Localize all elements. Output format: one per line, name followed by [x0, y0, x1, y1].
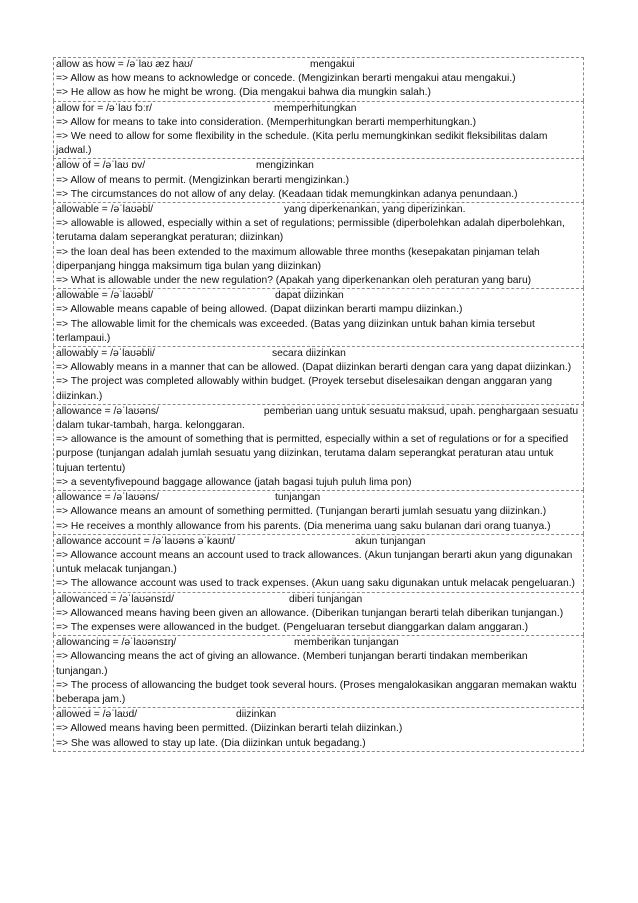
- dictionary-entry: [53, 158, 584, 202]
- dictionary-entry: [53, 635, 584, 707]
- entry-translation: memberikan tunjangan: [294, 637, 399, 649]
- entry-example-line: => The project was completed allowably within budget. (Proyek tersebut diselesaikan dengan anggaran yang diizinkan.): [56, 376, 553, 402]
- entry-heading: [56, 535, 582, 549]
- dictionary-entry: [53, 592, 584, 636]
- dictionary-entry: [53, 534, 584, 592]
- entry-example-line: => She was allowed to stay up late. (Dia diizinkan untuk begadang.): [56, 737, 366, 749]
- entry-example-line: => The allowable limit for the chemicals was exceeded. (Batas yang diizinkan untuk bahan kimia tersebut terlampaui.): [56, 318, 535, 344]
- entry-example-line: => allowance is the amount of something that is permitted, especially within a set of regulations or for a specified purpose (tunjangan adalah jumlah sesuatu yang diizinkan, terutama dalam seperangkat peraturan atau untuk tujuan tertentu): [56, 434, 569, 474]
- entry-heading: [56, 636, 582, 650]
- entry-example-line: => We need to allow for some flexibility in the schedule. (Kita perlu memungkinkan sedikit fleksibilitas dalam jadwal.): [56, 131, 548, 157]
- entry-example-line: => He allow as how he might be wrong. (Dia mengakui bahwa dia mungkin salah.): [56, 87, 431, 99]
- entry-example-line: => Allowancing means the act of giving an allowance. (Memberi tunjangan berarti tindakan memberikan tunjangan.): [56, 651, 528, 677]
- entry-heading: [56, 405, 582, 433]
- entry-term: allow of = /əˈlaʊ ɒv/: [56, 160, 146, 172]
- entry-example-line: => a seventyfivepound baggage allowance (jatah bagasi tujuh puluh lima pon): [56, 476, 412, 488]
- entry-heading: [56, 593, 582, 607]
- entry-translation: tunjangan: [275, 492, 321, 504]
- dictionary-page: [53, 57, 584, 752]
- entry-example-line: => The process of allowancing the budget took several hours. (Proses mengalokasikan anggaran memakan waktu beberapa jam.): [56, 679, 577, 705]
- entry-translation: memperhitungkan: [274, 102, 357, 114]
- dictionary-entry: [53, 707, 584, 752]
- entry-term: allowance = /əˈlaʊəns/: [56, 492, 159, 504]
- entry-heading: [56, 491, 582, 505]
- entry-translation: yang diperkenankan, yang diperizinkan.: [284, 204, 466, 216]
- entry-translation: diberi tunjangan: [289, 593, 363, 605]
- entry-example-line: => Allow of means to permit. (Mengizinkan berarti mengizinkan.): [56, 174, 350, 186]
- entry-term: allowable = /əˈlaʊəbl/: [56, 290, 154, 302]
- dictionary-entry: [53, 57, 584, 101]
- entry-term: allowanced = /əˈlaʊənsɪd/: [56, 593, 174, 605]
- entry-heading: [56, 289, 582, 303]
- entry-term: allowance = /əˈlaʊəns/: [56, 405, 159, 417]
- entry-example-line: => Allowanced means having been given an allowance. (Diberikan tunjangan berarti telah diberikan tunjangan.): [56, 607, 564, 619]
- entry-example-line: => Allowance account means an account used to track allowances. (Akun tunjangan berarti akun yang digunakan untuk melacak tunjangan.): [56, 549, 573, 576]
- entry-heading: [56, 58, 582, 72]
- dictionary-entry: [53, 404, 584, 490]
- entry-term: allowable = /əˈlaʊəbl/: [56, 204, 154, 216]
- entry-heading: [56, 708, 582, 722]
- entry-example-line: => Allowed means having been permitted. (Diizinkan berarti telah diizinkan.): [56, 723, 403, 735]
- dictionary-entry: [53, 101, 584, 159]
- entry-translation: akun tunjangan: [355, 535, 426, 547]
- entry-example-line: => Allowance means an amount of something permitted. (Tunjangan berarti jumlah sesuatu yang diizinkan.): [56, 506, 547, 518]
- dictionary-entry: [53, 490, 584, 534]
- entry-heading: [56, 102, 582, 116]
- entry-example-line: => Allowably means in a manner that can be allowed. (Dapat diizinkan berarti dengan cara yang dapat diizinkan.): [56, 362, 572, 374]
- entry-heading: [56, 347, 582, 361]
- entry-example-line: => Allow for means to take into consideration. (Memperhitungkan berarti memperhitungkan.): [56, 116, 477, 128]
- entry-translation: diizinkan: [236, 709, 277, 721]
- entry-term: allowancing = /əˈlaʊənsɪŋ/: [56, 637, 177, 649]
- entry-term: allowance account = /əˈlaʊəns əˈkaʊnt/: [56, 535, 236, 547]
- entry-example-line: => the loan deal has been extended to the maximum allowable three months (kesepakatan pinjaman telah diperpanjang hingga maksimum tiga bulan yang diizinkan): [56, 246, 540, 272]
- entry-heading: [56, 159, 582, 173]
- dictionary-entry: [53, 346, 584, 404]
- entry-example-line: => The allowance account was used to track expenses. (Akun uang saku digunakan untuk melacak pengeluaran.): [56, 578, 575, 590]
- dictionary-entry: [53, 202, 584, 288]
- entry-term: allowed = /əˈlaʊd/: [56, 709, 138, 721]
- entry-example-line: => The expenses were allowanced in the budget. (Pengeluaran tersebut dianggarkan dalam anggaran.): [56, 621, 529, 633]
- entry-example-line: => allowable is allowed, especially within a set of regulations; permissible (diperbolehkan adalah diperbolehkan, terutama dalam seperangkat peraturan; diizinkan): [56, 218, 565, 244]
- entry-term: allow as how = /əˈlaʊ æz haʊ/: [56, 59, 193, 70]
- entry-example-line: => He receives a monthly allowance from his parents. (Dia menerima uang saku bulanan dari orang tuanya.): [56, 520, 551, 532]
- entry-term: allowably = /əˈlaʊəbli/: [56, 348, 155, 360]
- entry-translation: mengizinkan: [256, 160, 314, 172]
- entry-term: allow for = /əˈlaʊ fɔːr/: [56, 102, 152, 114]
- entry-example-line: => Allow as how means to acknowledge or concede. (Mengizinkan berarti mengakui atau mengakui.): [56, 73, 516, 85]
- entry-translation: secara diizinkan: [272, 348, 346, 360]
- entry-example-line: => The circumstances do not allow of any delay. (Keadaan tidak memungkinkan adanya penundaan.): [56, 188, 518, 200]
- entry-translation: mengakui: [310, 59, 355, 70]
- dictionary-entry: [53, 288, 584, 346]
- entry-translation: dapat diizinkan: [275, 290, 344, 302]
- entry-translation: pemberian uang untuk sesuatu maksud, upah. penghargaan sesuatu dalam tukar-tambah, harga. kelonggaran.: [56, 405, 579, 432]
- entry-example-line: => What is allowable under the new regulation? (Apakah yang diperkenankan oleh peraturan yang baru): [56, 275, 532, 287]
- entry-example-line: => Allowable means capable of being allowed. (Dapat diizinkan berarti mampu diizinkan.): [56, 304, 463, 316]
- entry-heading: [56, 203, 582, 217]
